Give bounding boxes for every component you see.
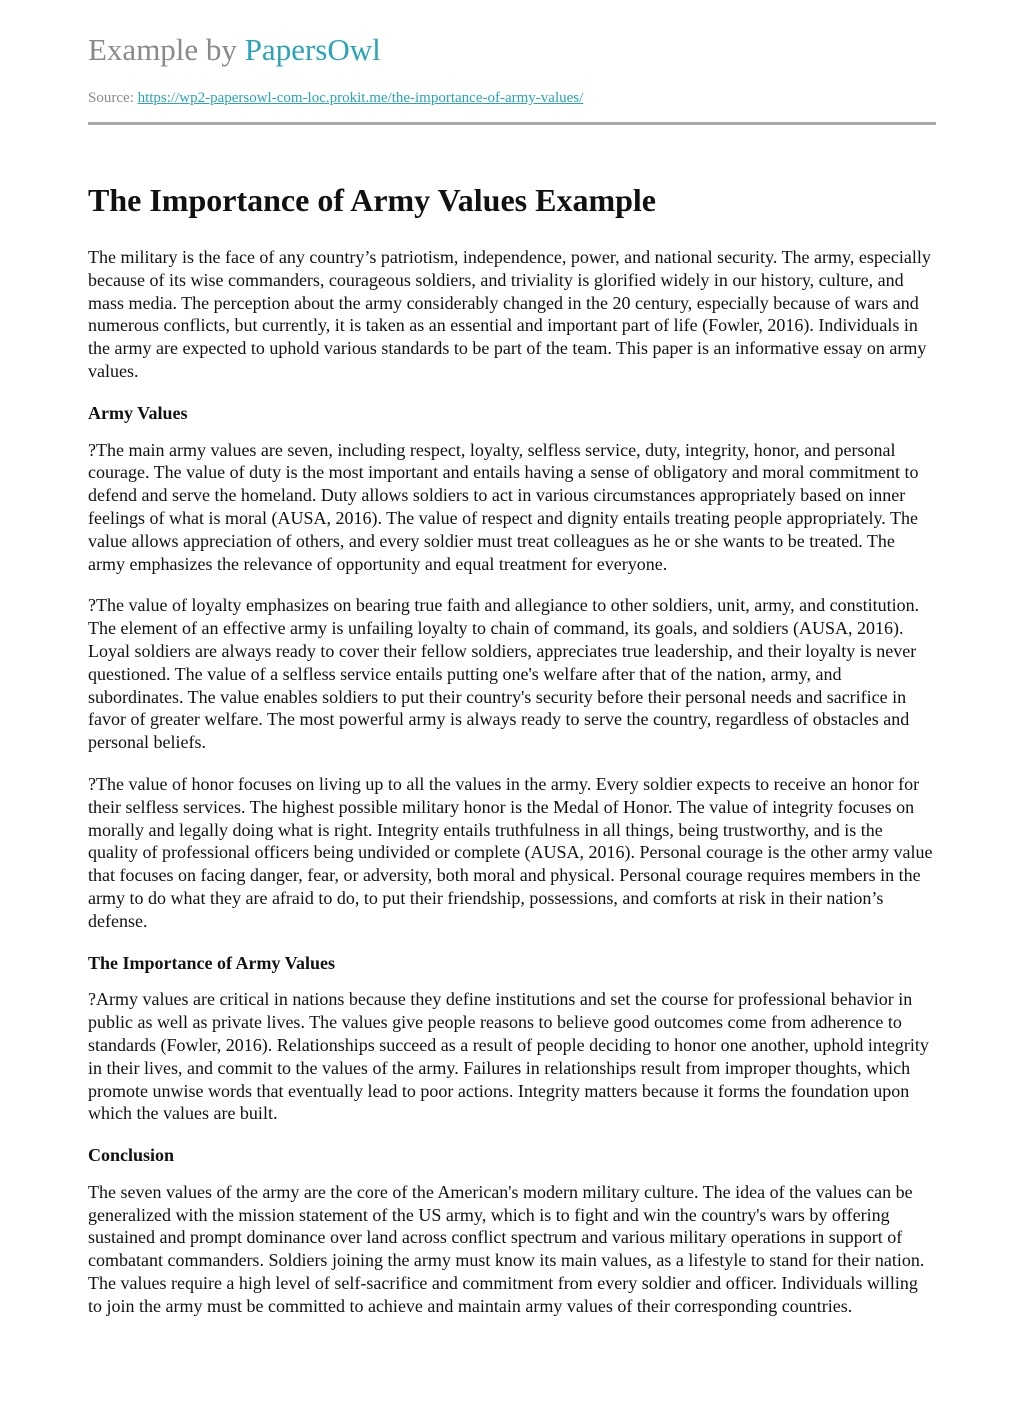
brand-name-link[interactable]: PapersOwl [244,32,381,67]
article-title: The Importance of Army Values Example [88,182,656,218]
section-heading-importance: The Importance of Army Values [88,952,335,973]
section-heading-army-values: Army Values [88,402,188,423]
army-values-paragraph-2: ?The value of loyalty emphasizes on bearing true faith and allegiance to other soldiers, unit, army, and constitution. The element of an effective army is unfailing loyalty to chain of command, its goals, and soldiers (AUSA, 2016). Loyal soldiers are always ready to cover their fellow soldiers, appreciates true leadership, and their loyalty is never questioned. The value of a selfless service entails putting one's welfare after that of the nation, army, and subordinates. The value enables soldiers to put their country's security before their personal needs and sacrifice in favor of greater welfare. The most powerful army is always ready to serve the country, regardless of obstacles and personal beliefs. [88,595,920,753]
importance-paragraph: ?Army values are critical in nations because they define institutions and set the course for professional behavior in public as well as private lives. The values give people reasons to believe good outcomes come from adherence to standards (Fowler, 2016). Relationships succeed as a result of people deciding to honor one another, uphold integrity in their lives, and commit to the values of the army. Failures in relationships result from improper thoughts, which promote unwise words that eventually lead to poor actions. Integrity matters because it forms the foundation upon which the values are built. [88,989,929,1124]
army-values-paragraph-3: ?The value of honor focuses on living up to all the values in the army. Every soldier expects to receive an honor for their selfless services. The highest possible military honor is the Medal of Honor. The value of integrity focuses on morally and legally doing what is right. Integrity entails truthfulness in all things, being trustworthy, and is the quality of professional officers being undivided or complete (AUSA, 2016). Personal courage is the other army value that focuses on facing danger, fear, or adversity, both moral and physical. Personal courage requires members in the army to do what they are afraid to do, to put their friendship, possessions, and comforts at risk in their nation’s defense. [88,773,933,931]
intro-paragraph: The military is the face of any country’s patriotism, independence, power, and national security. The army, especially because of its wise commanders, courageous soldiers, and triviality is glorified widely in our history, culture, and mass media. The perception about the army considerably changed in the 20 century, especially because of wars and numerous conflicts, but currently, it is taken as an essential and important part of life (Fowler, 2016). Individuals in the army are expected to uphold various standards to be part of the team. This paper is an informative essay on army values. [88,247,931,381]
source-line [88,88,583,108]
source-link[interactable]: https://wp2-papersowl-com-loc.prokit.me/the-importance-of-army-values/ [137,90,584,106]
army-values-paragraph-1: ?The main army values are seven, including respect, loyalty, selfless service, duty, integrity, honor, and personal courage. The value of duty is the most important and entails having a sense of obligatory and moral commitment to defend and serve the homeland. Duty allows soldiers to act in various circumstances appropriately based on inner feelings of what is moral (AUSA, 2016). The value of respect and dignity entails treating people appropriately. The value allows appreciation of others, and every soldier must treat colleagues as he or she wants to be treated. The army emphasizes the relevance of opportunity and equal treatment for everyone. [88,439,919,574]
article-body [88,178,936,1337]
brand-prefix: Example by [88,32,245,67]
section-heading-conclusion: Conclusion [88,1145,175,1166]
header-divider [88,122,936,125]
source-label: Source: [88,90,138,106]
conclusion-paragraph: The seven values of the army are the core of the American's modern military culture. The idea of the values can be generalized with the mission statement of the US army, which is to fight and win the country's wars by offering sustained and prompt dominance over land across conflict spectrum and various military operations in support of combatant commanders. Soldiers joining the army must know its main values, as a lifestyle to stand for their nation. The values require a high level of self-sacrifice and commitment from every soldier and officer. Individuals willing to join the army must be committed to achieve and maintain army values of their corresponding countries. [88,1181,925,1316]
brand-header [88,30,381,70]
